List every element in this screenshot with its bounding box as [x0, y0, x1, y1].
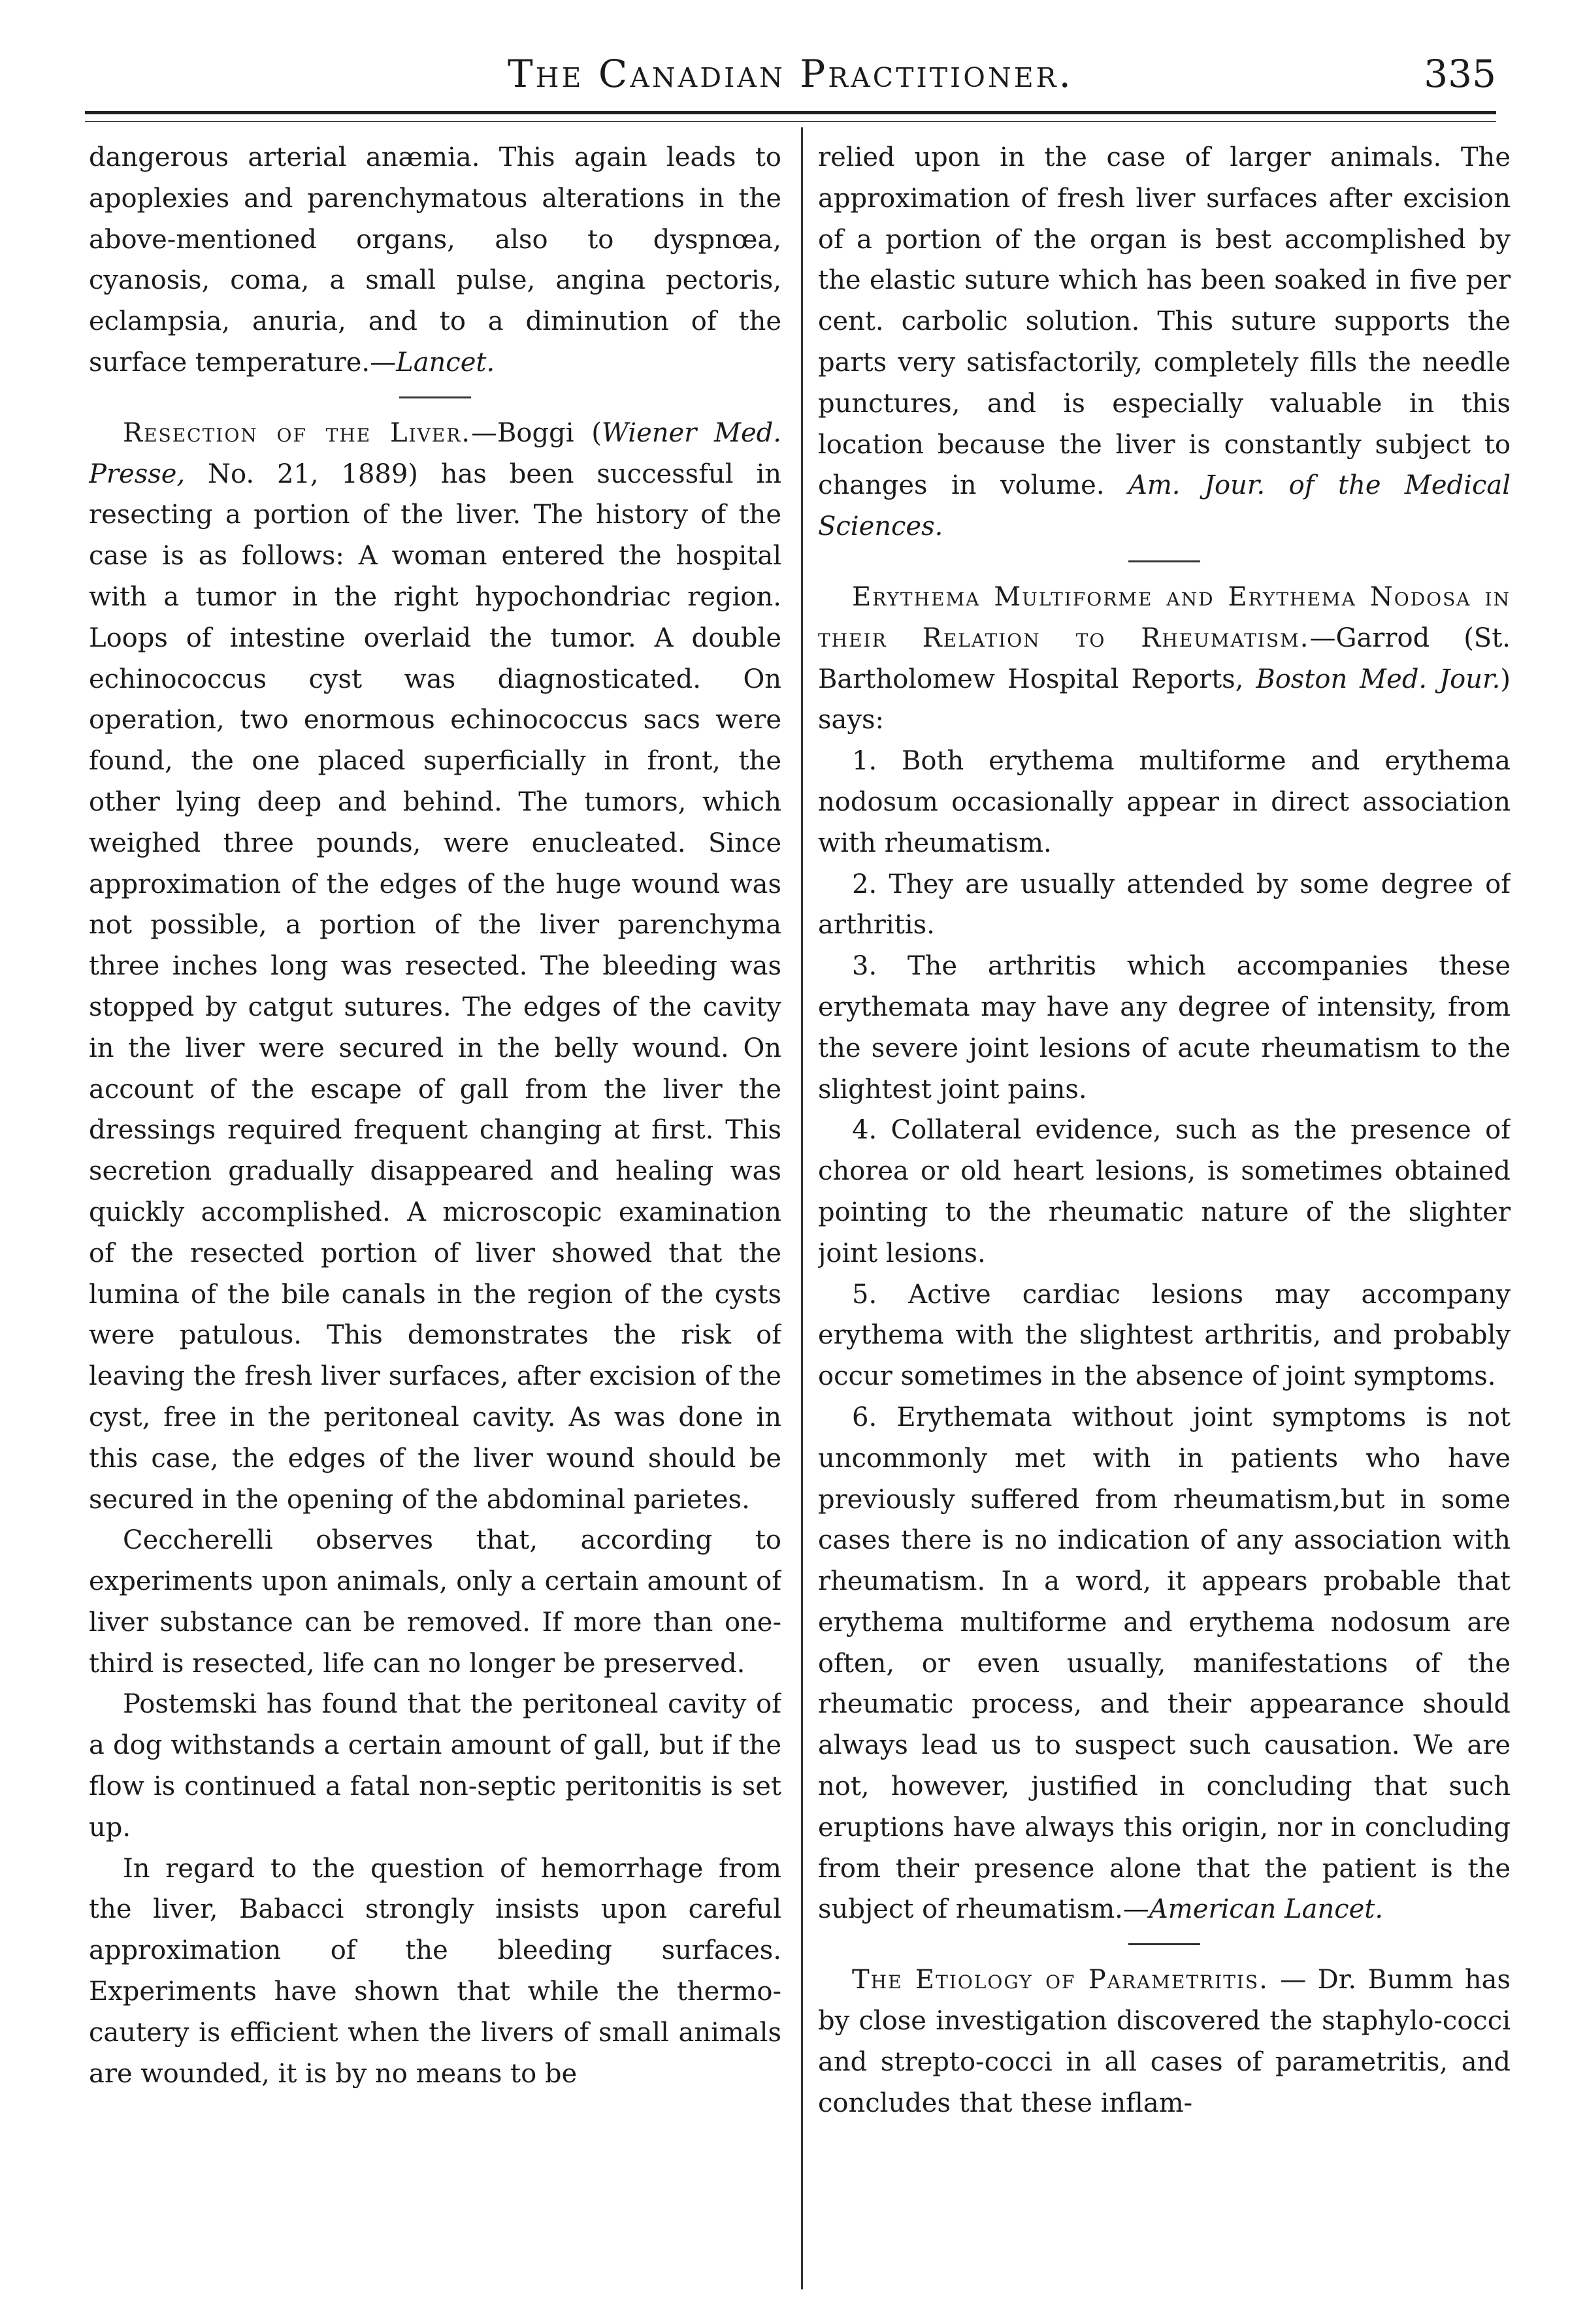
right-column	[818, 137, 1511, 2286]
liver-resection-paragraph	[89, 413, 781, 1521]
erythema-text-start: —Garrod (St. Bartholomew Hospital Reports,	[818, 622, 1511, 694]
column-divider	[801, 127, 803, 2289]
header-rule-thin	[85, 121, 1496, 122]
postemski-paragraph: Postemski has found that the peritoneal cavity of a dog withstands a certain amount of gall, but if the flow is continued a fatal non-septic peritonitis is set up.	[89, 1689, 781, 1843]
erythema-item-1: 1. Both erythema multiforme and erythema nodosum occasionally appear in direct association with rheumatism.	[818, 746, 1511, 858]
erythema-item-2: 2. They are usually attended by some degree of arthritis.	[818, 869, 1511, 941]
anaemia-paragraph	[89, 137, 781, 383]
liver-continuation-text: relied upon in the case of larger animals. The approximation of fresh liver surfaces after excision of a portion of the organ is best accomplished by the elastic suture which has been soaked in five per cent. carbolic solution. This suture supports the parts very satisfactorily, completely fills the needle punctures, and is especially valuable in this location because the liver is constantly subject to changes in volume.	[818, 142, 1511, 501]
parametritis-paragraph	[818, 1960, 1511, 2123]
boston-citation: Boston Med. Jour.	[1256, 664, 1501, 694]
am-jour-source: Am. Jour. of the Medical Sciences.	[818, 470, 1511, 542]
liver-text-start: —Boggi (	[471, 417, 602, 448]
erythema-item-3: 3. The arthritis which accompanies these erythemata may have any degree of intensity, from the severe joint lesions of acute rheumatism to the slightest joint pains.	[818, 951, 1511, 1105]
erythema-item-6-text: 6. Erythemata without joint symptoms is not uncommonly met with in patients who have previously suffered from rheumatism,but in some cases there is no indication of any association with rheumatism. In a word, it appears probable that erythema multiforme and erythema nodosum are often, or even usually, manifestations of the rheumatic process, and their appearance should always lead us to suspect such causation. We are not, however, justified in concluding that such eruptions have always this origin, nor in concluding from their presence alone that the patient is the subject of rheumatism.—	[818, 1402, 1511, 1925]
ceccherelli-paragraph: Ceccherelli observes that, according to experiments upon animals, only a certain amount of liver substance can be removed. If more than one-third is resected, life can no longer be preserved.	[89, 1525, 781, 1679]
erythema-item-6	[818, 1397, 1511, 1930]
parametritis-text: — Dr. Bumm has by close investigation discovered the staphylo-cocci and strepto-cocci in all cases of parametritis, and concludes that these inflam-	[818, 1965, 1511, 2118]
anaemia-text: dangerous arterial anæmia. This again leads to apoplexies and parenchymatous alterations in the above-mentioned organs, also to dyspnœa, cyanosis, coma, a small pulse, angina pectoris, eclampsia, anuria, and to a diminution of the surface temperature.—	[89, 142, 781, 378]
liver-resection-title: Resection of the Liver.	[123, 417, 472, 448]
left-column	[89, 137, 781, 2286]
liver-continuation-paragraph	[818, 137, 1511, 547]
page-header	[85, 49, 1496, 101]
babacci-paragraph: In regard to the question of hemorrhage from the liver, Babacci strongly insists upon careful approximation of the bleeding surfaces. Experiments have shown that while the thermo-cautery is efficient when the livers of small animals are wounded, it is by no means to be	[89, 1853, 781, 2089]
section-separator	[1128, 560, 1200, 562]
parametritis-title: The Etiology of Parametritis.	[852, 1965, 1269, 1995]
header-rule	[85, 111, 1496, 114]
erythema-title: Erythema Multiforme and Erythema Nodosa in their Relation to Rheumatism.	[818, 581, 1511, 653]
erythema-item-5: 5. Active cardiac lesions may accompany erythema with the slightest arthritis, and probably occur sometimes in the absence of joint symptoms.	[818, 1279, 1511, 1392]
section-separator	[1128, 1943, 1200, 1945]
section-separator	[399, 396, 471, 398]
wiener-citation: Wiener Med. Presse,	[89, 417, 781, 489]
liver-text-body: No. 21, 1889) has been successful in resecting a portion of the liver. The history of the case is as follows: A woman entered the hospital with a tumor in the right hypochondriac region. Loops of intestine overlaid the tumor. A double echinococcus cyst was diagnosticated. On operation, two enormous echinococcus sacs were found, the one placed superficially in front, the other lying deep and behind. The tumors, which weighed three pounds, were enucleated. Since approximation of the edges of the huge wound was not possible, a portion of the liver parenchyma three inches long was resected. The bleeding was stopped by catgut sutures. The edges of the cavity in the liver were secured in the belly wound. On account of the escape of gall from the liver the dressings required frequent changing at first. This secretion gradually disappeared and healing was quickly accomplished. A microscopic examination of the resected portion of liver showed that the lumina of the bile canals in the region of the cysts were patulous. This demonstrates the risk of leaving the fresh liver surfaces, after excision of the cyst, free in the peritoneal cavity. As was done in this case, the edges of the liver wound should be secured in the opening of the abdominal parietes.	[89, 459, 781, 1515]
erythema-intro-paragraph	[818, 577, 1511, 741]
page-number: 335	[1424, 52, 1496, 96]
erythema-item-4: 4. Collateral evidence, such as the presence of chorea or old heart lesions, is sometimes obtained pointing to the rheumatic nature of the slighter joint lesions.	[818, 1115, 1511, 1268]
running-title: The Canadian Practitioner.	[508, 52, 1073, 96]
erythema-text-end: ) says:	[818, 664, 1511, 735]
lancet-source: Lancet.	[396, 347, 495, 378]
american-lancet-source: American Lancet.	[1149, 1894, 1384, 1925]
